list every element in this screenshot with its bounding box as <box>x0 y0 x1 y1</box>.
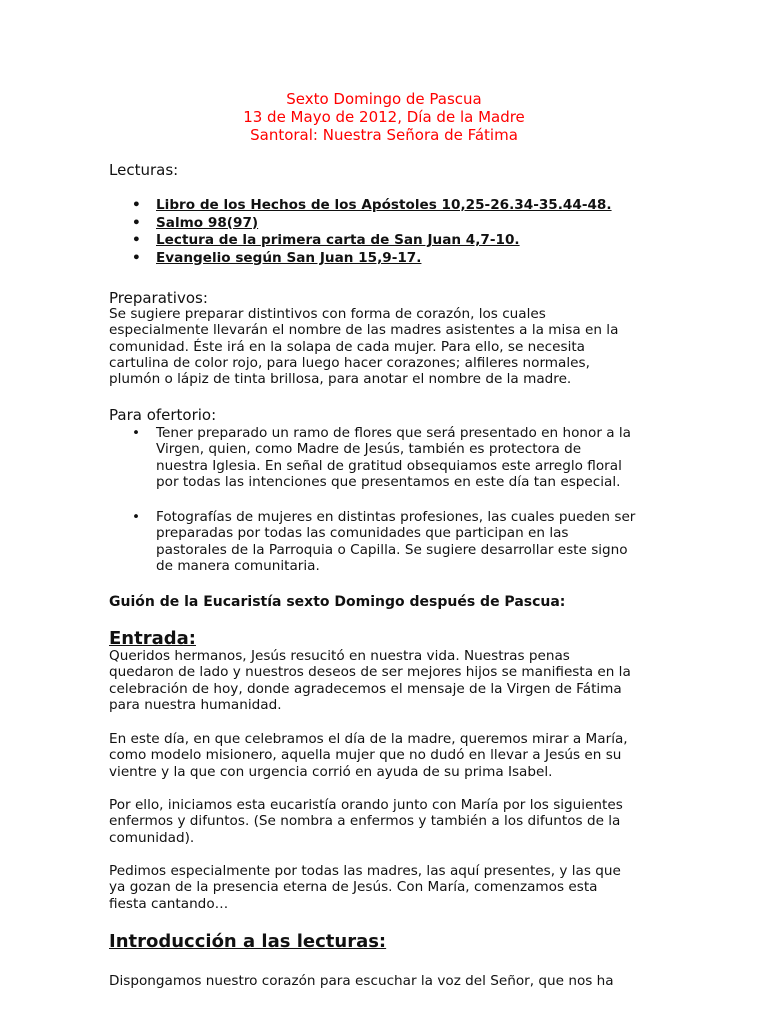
reading-item[interactable]: • Libro de los Hechos de los Apóstoles 10,25-26.34-35.44-48. <box>132 197 612 213</box>
title-line-1: Sexto Domingo de Pascua <box>286 90 482 108</box>
reading-item[interactable]: • Salmo 98(97) <box>132 214 259 231</box>
introduccion-heading: Introducción a las lecturas: <box>109 931 387 952</box>
readings-list <box>130 197 612 267</box>
introduccion-paragraph: Dispongamos nuestro corazón para escuchar la voz del Señor, que nos ha <box>109 973 614 989</box>
reading-item[interactable]: • Lectura de la primera carta de San Juan 4,7-10. <box>132 232 520 248</box>
title-line-3: Santoral: Nuestra Señora de Fátima <box>250 126 518 144</box>
entrada-heading: Entrada: <box>109 628 196 649</box>
entrada-paragraph-4: Pedimos especialmente por todas las madres, las aquí presentes, y las que ya gozan de la presencia eterna de Jesús. Con María, comenzamos esta fiesta cantando… <box>109 863 621 912</box>
bullet-icon: • <box>132 214 141 231</box>
document-title <box>0 90 768 144</box>
bullet-icon: • <box>132 232 141 248</box>
preparativos-paragraph: Se sugiere preparar distintivos con forma de corazón, los cuales especialmente llevarán el nombre de las madres asistentes a la misa en la comunidad. Éste irá en la solapa de cada mujer. Para ello, se necesita cartulina de color rojo, para luego hacer corazones; alfileres normales, plumón o lápiz de tinta brillosa, para anotar el nombre de la madre. <box>109 306 619 388</box>
ofertorio-heading: Para ofertorio: <box>109 406 217 424</box>
lecturas-heading: Lecturas: <box>109 161 179 179</box>
ofertorio-bullet-2: • Fotografías de mujeres en distintas profesiones, las cuales pueden ser preparadas por todas las comunidades que participan en las pastorales de la Parroquia o Capilla. Se sugiere desarrollar este signo de manera comunitaria. <box>132 509 636 574</box>
preparativos-heading: Preparativos: <box>109 289 208 307</box>
reading-item[interactable]: • Evangelio según San Juan 15,9-17. <box>132 249 422 266</box>
entrada-paragraph-1: Queridos hermanos, Jesús resucitó en nuestra vida. Nuestras penas quedaron de lado y nuestros deseos de ser mejores hijos se manifiesta en la celebración de hoy, donde agradecemos el mensaje de la Virgen de Fátima para nuestra humanidad. <box>109 648 631 713</box>
bullet-icon: • <box>132 197 141 213</box>
guion-heading: Guión de la Eucaristía sexto Domingo después de Pascua: <box>109 594 566 610</box>
ofertorio-bullet-1: • Tener preparado un ramo de flores que será presentado en honor a la Virgen, quien, como Madre de Jesús, también es protectora de nuestra Iglesia. En señal de gratitud obsequiamos este arreglo floral por todas las intenciones que presentamos en este día tan especial. <box>132 425 631 490</box>
bullet-icon: • <box>132 425 141 441</box>
title-line-2: 13 de Mayo de 2012, Día de la Madre <box>243 108 525 126</box>
entrada-paragraph-3: Por ello, iniciamos esta eucaristía orando junto con María por los siguientes enfermos y difuntos. (Se nombra a enfermos y también a los difuntos de la comunidad). <box>109 797 623 846</box>
entrada-paragraph-2: En este día, en que celebramos el día de la madre, queremos mirar a María, como modelo misionero, aquella mujer que no dudó en llevar a Jesús en su vientre y la que con urgencia corrió en ayuda de su prima Isabel. <box>109 731 628 780</box>
bullet-icon: • <box>132 509 141 525</box>
bullet-icon: • <box>132 249 141 266</box>
